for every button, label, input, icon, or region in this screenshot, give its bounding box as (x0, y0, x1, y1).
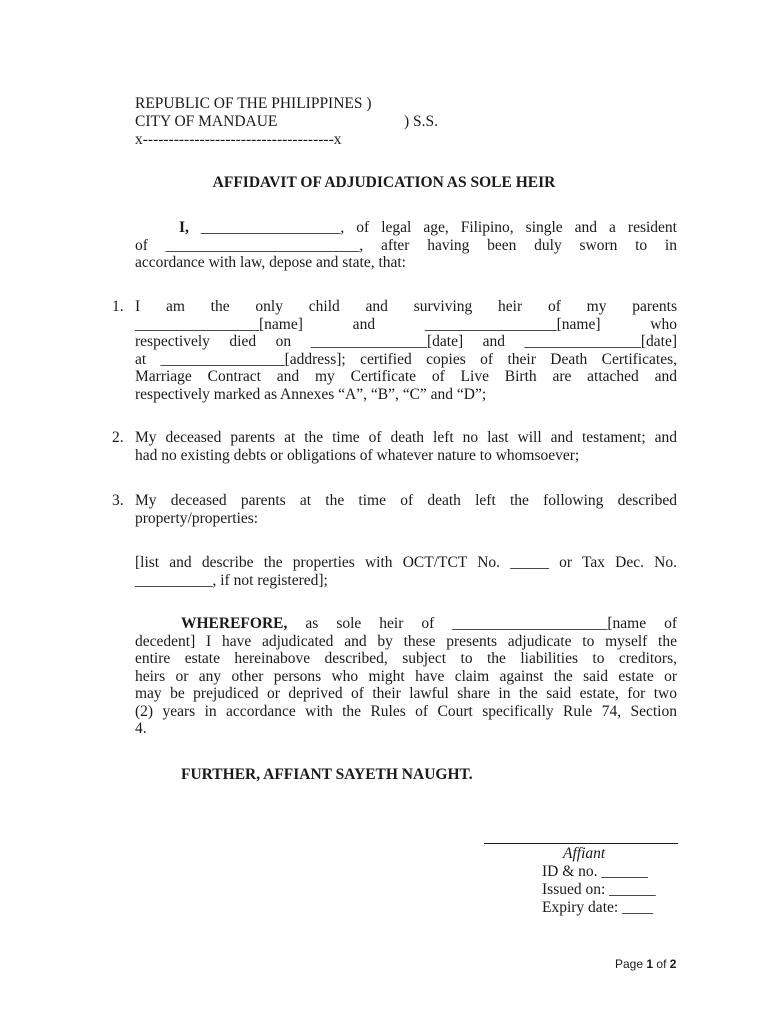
item-3-paragraph (135, 492, 677, 527)
item-2-line-2: had no existing debts or obligations of whatever nature to whomsoever; (135, 446, 580, 464)
item-1-line-3: respectively died on _______________[date] and _______________[date] (135, 333, 677, 350)
footer-of-word: of (656, 957, 667, 971)
caption-city: CITY OF MANDAUE (135, 113, 278, 130)
affiant-issued-on: Issued on: ______ (542, 881, 656, 898)
item-1-line-5: Marriage Contract and my Certificate of Live Birth are attached and (135, 368, 677, 385)
item-1-line-1: I am the only child and surviving heir of my parents (135, 298, 677, 315)
caption-ss: ) S.S. (404, 113, 439, 130)
item-2-number: 2. (112, 429, 124, 446)
property-list-line-2: __________, if not registered]; (135, 571, 328, 589)
item-1-number: 1. (112, 298, 124, 315)
item-3-number: 3. (112, 492, 124, 509)
page-footer (615, 956, 676, 974)
intro-line-1 (135, 219, 677, 237)
wherefore-line-1 (135, 615, 677, 633)
intro-affiant-i: I, (179, 219, 189, 236)
footer-page-total: 2 (669, 957, 677, 971)
item-2-line-1: My deceased parents at the time of death left no last will and testament; and (135, 429, 677, 446)
affiant-label: Affiant (563, 845, 606, 862)
wherefore-line-6: (2) years in accordance with the Rules of Court specifically Rule 74, Section (135, 702, 677, 720)
wherefore-line-1-text: as sole heir of ____________________[name of (305, 615, 678, 632)
item-2-paragraph (135, 429, 677, 464)
footer-page-word: Page (615, 957, 644, 971)
item-1-paragraph (135, 298, 677, 403)
further-statement: FURTHER, AFFIANT SAYETH NAUGHT. (181, 766, 473, 783)
wherefore-paragraph (135, 615, 677, 738)
item-1-line-2: ________________[name] and _________________[name] who (135, 315, 677, 333)
item-3-line-2: property/properties: (135, 509, 259, 527)
property-list-line-1: [list and describe the properties with OCT/TCT No. _____ or Tax Dec. No. (135, 554, 677, 571)
property-list-paragraph (135, 554, 677, 589)
document-title: AFFIDAVIT OF ADJUDICATION AS SOLE HEIR (212, 174, 556, 191)
wherefore-keyword: WHEREFORE, (181, 615, 288, 632)
affiant-id: ID & no. ______ (542, 863, 648, 880)
wherefore-line-7: 4. (135, 720, 147, 737)
caption-republic: REPUBLIC OF THE PHILIPPINES ) (135, 95, 372, 112)
wherefore-line-4: heirs or any other persons who might have claim against the said estate or (135, 667, 677, 685)
wherefore-line-3: entire estate hereinabove described, subject to the liabilities to creditors, (135, 650, 677, 667)
item-3-line-1: My deceased parents at the time of death left the following described (135, 492, 677, 509)
signature-line (484, 843, 678, 844)
intro-paragraph (135, 219, 677, 272)
item-1-line-6: respectively marked as Annexes “A”, “B”, “C” and “D”; (135, 385, 487, 403)
caption-divider: x-------------------------------------x (135, 131, 342, 148)
wherefore-line-2: decedent] I have adjudicated and by these presents adjudicate to myself the (135, 632, 677, 650)
wherefore-line-5: may be prejudiced or deprived of their lawful share in the said estate, for two (135, 685, 677, 702)
intro-line-2: of _________________________, after having been duly sworn to in (135, 236, 677, 254)
intro-line-3: accordance with law, depose and state, that: (135, 254, 406, 271)
item-1-line-4: at ________________[address]; certified copies of their Death Certificates, (135, 350, 677, 368)
affiant-expiry-date: Expiry date: ____ (542, 899, 654, 916)
footer-page-number: 1 (646, 957, 654, 971)
intro-line-1-text: __________________, of legal age, Filipino, single and a resident (200, 219, 677, 236)
